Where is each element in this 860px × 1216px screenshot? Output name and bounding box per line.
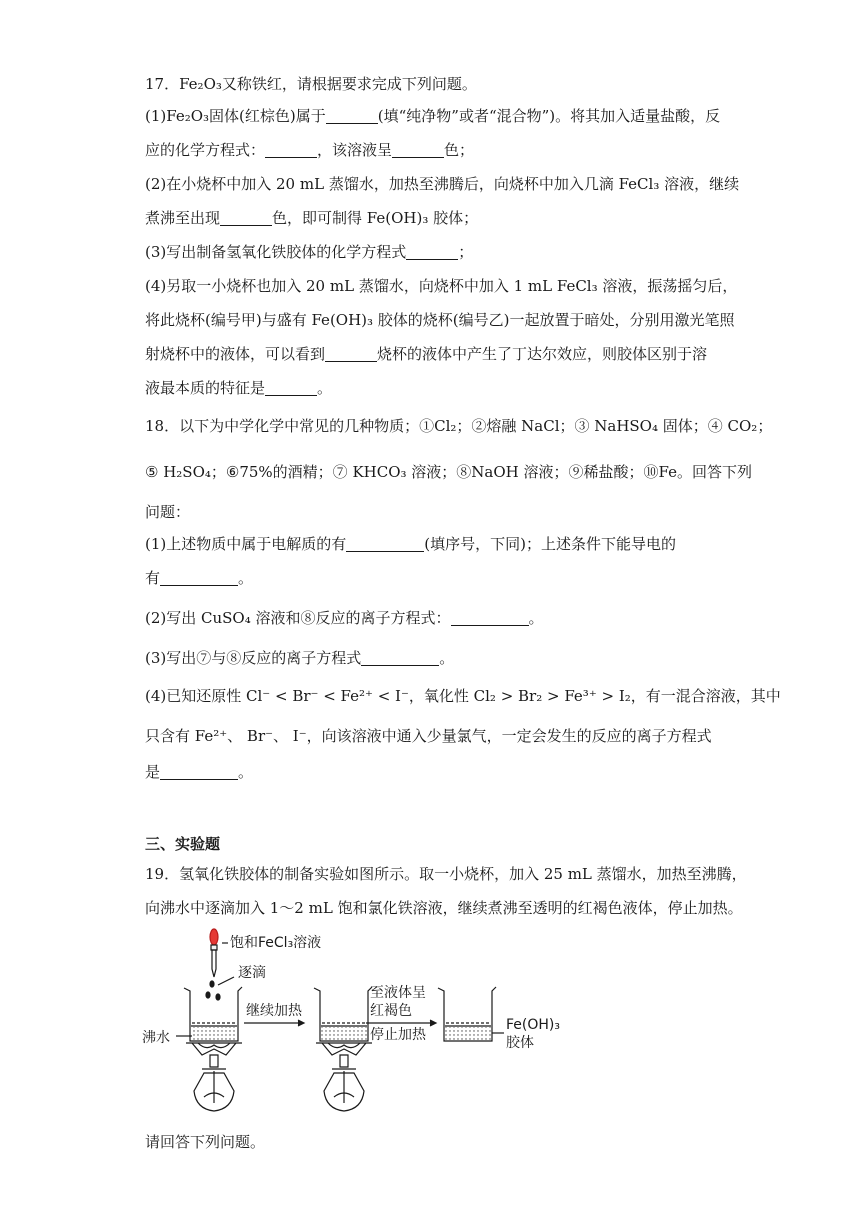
answer-blank[interactable] xyxy=(265,141,317,158)
answer-blank[interactable] xyxy=(392,141,444,158)
text: (填“纯净物”或者“混合物”)。将其加入适量盐酸，反 xyxy=(377,107,721,125)
answer-blank[interactable] xyxy=(361,649,439,666)
answer-blank[interactable] xyxy=(326,107,378,124)
answer-blank[interactable] xyxy=(406,243,458,260)
q17-title: 17．Fe₂O₃又称铁红，请根据要求完成下列问题。 xyxy=(145,75,477,93)
text: 。 xyxy=(317,379,333,397)
answer-blank[interactable] xyxy=(451,609,529,626)
answer-blank[interactable] xyxy=(220,209,272,226)
text: 煮沸至出现 xyxy=(145,209,221,227)
q17-part4-line2: 将此烧杯(编号甲)与盛有 Fe(OH)₃ 胶体的烧杯(编号乙)一起放置于暗处，分别用激光笔照 xyxy=(145,311,735,329)
arrow1-label: 继续加热 xyxy=(246,1003,302,1019)
text: 烧杯的液体中产生了丁达尔效应，则胶体区别于溶 xyxy=(377,345,708,363)
text: (1)Fe₂O₃固体(红棕色)属于 xyxy=(145,107,326,125)
arrow2-bottom-label: 停止加热 xyxy=(370,1027,426,1043)
beaker-icon xyxy=(438,987,496,1041)
beaker-icon xyxy=(314,987,372,1041)
q19-title-line1: 19．氢氧化铁胶体的制备实验如图所示。取一小烧杯，加入 25 mL 蒸馏水，加热至沸腾， xyxy=(145,865,747,883)
q18-title-line3: 问题： xyxy=(145,503,191,521)
arrow2-top-label: 红褐色 xyxy=(370,1003,412,1019)
answer-blank[interactable] xyxy=(160,569,238,586)
text: (2)写出 CuSO₄ 溶液和⑧反应的离子方程式： xyxy=(145,609,451,627)
text: 。 xyxy=(528,609,544,627)
text: 。 xyxy=(238,569,254,587)
answer-blank[interactable] xyxy=(346,535,424,552)
drop-icon xyxy=(206,981,220,1000)
text: 液最本质的特征是 xyxy=(145,379,266,397)
section-heading: 三、实验题 xyxy=(145,835,221,853)
q17-part2-line1: (2)在小烧杯中加入 20 mL 蒸馏水，加热至沸腾后，向烧杯中加入几滴 FeCl₃ 溶液，继续 xyxy=(145,175,740,193)
text: (1)上述物质中属于电解质的有 xyxy=(145,535,347,553)
dropper-icon xyxy=(210,929,218,977)
product-label: 胶体 xyxy=(506,1035,534,1051)
dropper-label: 饱和FeCl₃溶液 xyxy=(230,935,322,951)
drop-label: 逐滴 xyxy=(238,965,266,981)
text: (3)写出⑦与⑧反应的离子方程式 xyxy=(145,649,362,667)
text: 。 xyxy=(238,763,254,781)
q18-part4-line3 xyxy=(145,762,253,782)
text: 应的化学方程式： xyxy=(145,141,266,159)
q18-part1-line1 xyxy=(145,534,676,554)
burner-icon xyxy=(186,1043,242,1111)
text: 。 xyxy=(439,649,455,667)
q18-title-line2: ⑤ H₂SO₄；⑥75%的酒精；⑦ KHCO₃ 溶液；⑧NaOH 溶液；⑨稀盐酸；⑩Fe。回答下列 xyxy=(145,463,752,481)
answer-blank[interactable] xyxy=(265,379,317,396)
text: 色； xyxy=(444,141,475,159)
q17-part4-line3 xyxy=(145,344,707,364)
q17-part4-line1: (4)另取一小烧杯也加入 20 mL 蒸馏水，向烧杯中加入 1 mL FeCl₃ 溶液，振荡摇匀后， xyxy=(145,277,738,295)
q19-prompt: 请回答下列问题。 xyxy=(145,1133,266,1151)
q18-title-line1: 18．以下为中学化学中常见的几种物质；①Cl₂；②熔融 NaCl；③ NaHSO₄ 固体；④ CO₂； xyxy=(145,417,773,435)
q17-part1-line2 xyxy=(145,140,474,160)
q18-part4-line1: (4)已知还原性 Cl⁻ < Br⁻ < Fe²⁺ < I⁻，氧化性 Cl₂ > Br₂ > Fe³⁺ > I₂，有一混合溶液，其中 xyxy=(145,687,781,705)
q17-part1-line1 xyxy=(145,106,720,126)
product-formula-label: Fe(OH)₃ xyxy=(506,1017,560,1033)
text: ； xyxy=(458,243,474,261)
text: (填序号，下同)；上述条件下能导电的 xyxy=(424,535,676,553)
text: 是 xyxy=(145,763,161,781)
q18-part2 xyxy=(145,608,544,628)
beaker-icon xyxy=(184,987,242,1041)
text: (3)写出制备氢氧化铁胶体的化学方程式 xyxy=(145,243,407,261)
arrow2-top-label: 至液体呈 xyxy=(370,985,426,1001)
q17-part4-line4 xyxy=(145,378,332,398)
colloid-experiment-diagram xyxy=(140,925,620,1125)
text: 色，即可制得 Fe(OH)₃ 胶体； xyxy=(272,209,479,227)
q19-title-line2: 向沸水中逐滴加入 1～2 mL 饱和氯化铁溶液，继续煮沸至透明的红褐色液体，停止加热。 xyxy=(145,899,743,917)
answer-blank[interactable] xyxy=(160,763,238,780)
q18-part3 xyxy=(145,648,454,668)
q18-part1-line2 xyxy=(145,568,253,588)
q18-part4-line2: 只含有 Fe²⁺、 Br⁻、 I⁻，向该溶液中通入少量氯气，一定会发生的反应的离子方程式 xyxy=(145,727,712,745)
answer-blank[interactable] xyxy=(325,345,377,362)
text: 有 xyxy=(145,569,161,587)
text: 射烧杯中的液体，可以看到 xyxy=(145,345,326,363)
burner-icon xyxy=(316,1043,372,1111)
q17-part2-line2 xyxy=(145,208,478,228)
text: ，该溶液呈 xyxy=(317,141,393,159)
q17-part3 xyxy=(145,242,473,262)
water-label: 沸水 xyxy=(142,1030,170,1046)
